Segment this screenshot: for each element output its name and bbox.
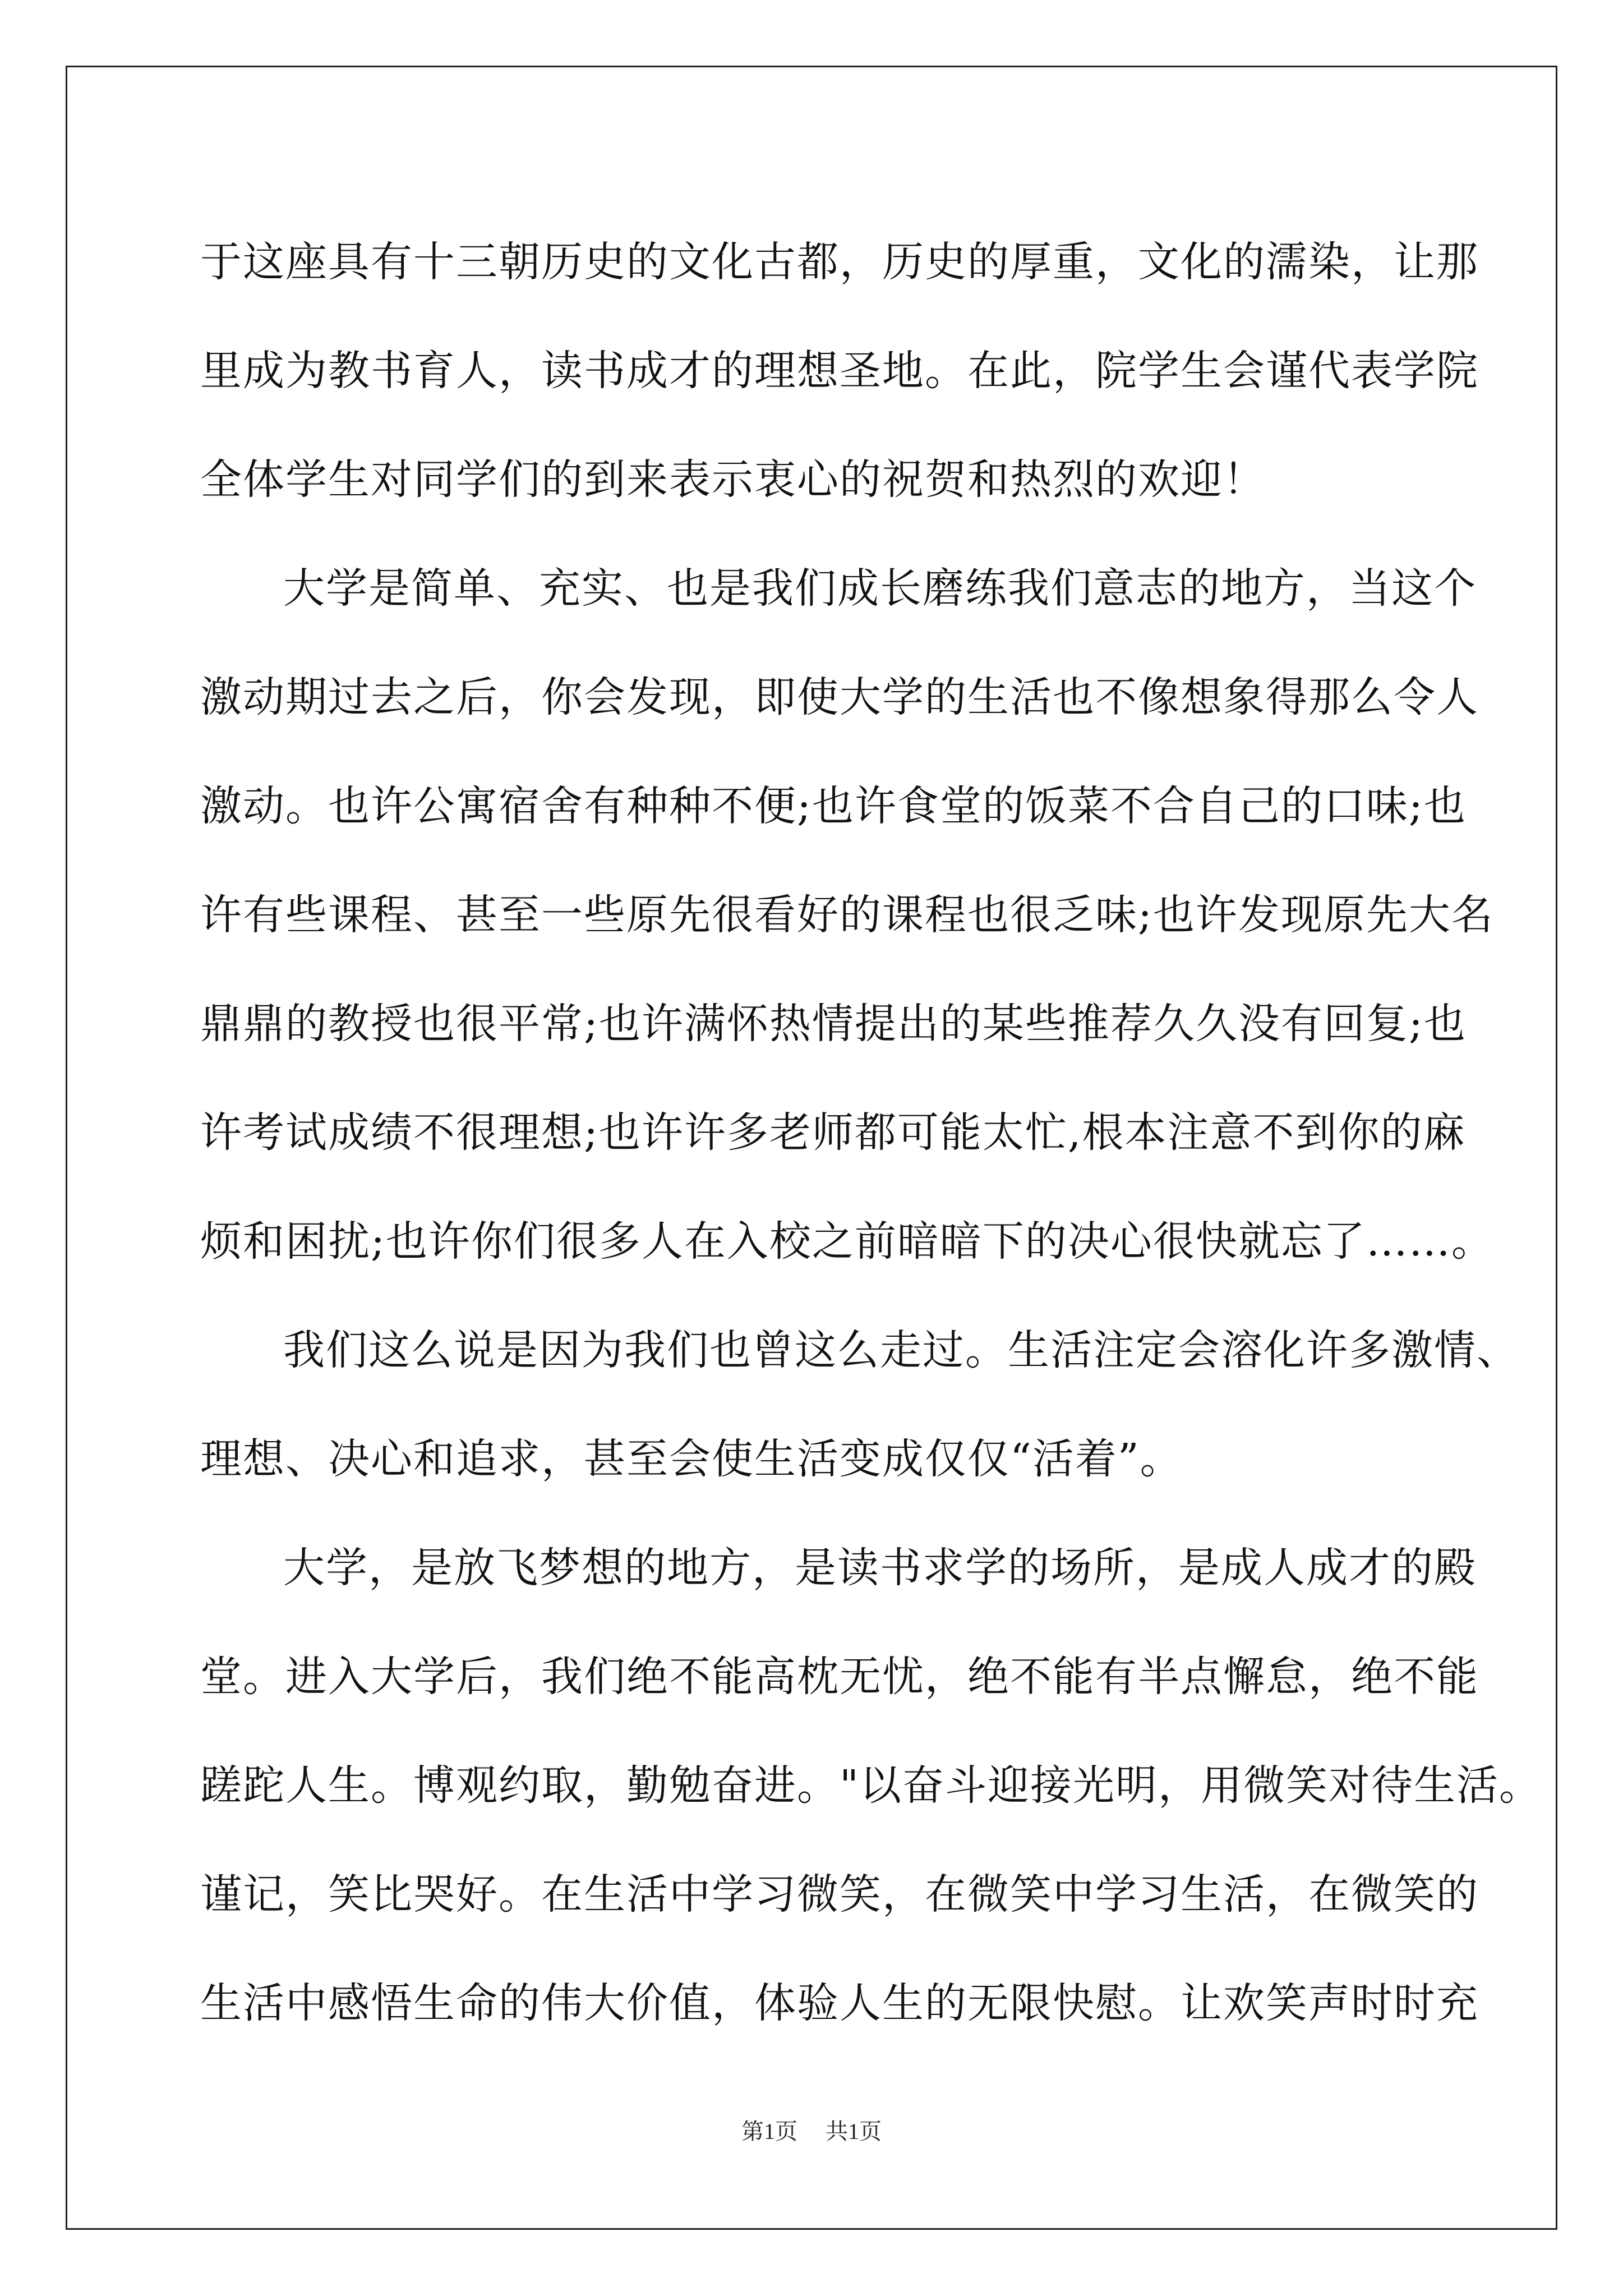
text-line: 堂。进入大学后，我们绝不能高枕无忧，绝不能有半点懈怠，绝不能 (200, 1653, 1479, 1701)
text-line: 于这座具有十三朝历史的文化古都，历史的厚重，文化的濡染，让那 (200, 238, 1479, 286)
text-line: 理想、决心和追求，甚至会使生活变成仅仅“活着”。 (200, 1435, 1183, 1483)
text-line: 蹉跎人生。博观约取，勤勉奋进。"以奋斗迎接光明，用微笑对待生活。 (200, 1761, 1542, 1810)
text-line: 里成为教书育人，读书成才的理想圣地。在此，院学生会谨代表学院 (200, 347, 1479, 395)
text-line: 许考试成绩不很理想;也许许多老师都可能太忙,根本注意不到你的麻 (200, 1108, 1466, 1157)
text-line: 烦和困扰;也许你们很多人在入校之前暗暗下的决心很快就忘了……。 (200, 1217, 1494, 1266)
text-line: 我们这么说是因为我们也曾这么走过。生活注定会溶化许多激情、 (283, 1326, 1519, 1374)
page-number: 第1页 (741, 2119, 797, 2144)
text-line: 生活中感悟生命的伟大价值，体验人生的无限快慰。让欢笑声时时充 (200, 1979, 1479, 2027)
page-total: 共1页 (826, 2119, 882, 2144)
text-line: 大学，是放飞梦想的地方，是读书求学的场所，是成人成才的殿 (283, 1544, 1477, 1592)
page-footer (0, 2115, 1623, 2148)
text-line: 激动。也许公寓宿舍有种种不便;也许食堂的饭菜不合自己的口味;也 (200, 782, 1467, 830)
text-line: 谨记，笑比哭好。在生活中学习微笑，在微笑中学习生活，在微笑的 (200, 1870, 1479, 1918)
text-line: 激动期过去之后，你会发现，即使大学的生活也不像想象得那么令人 (200, 673, 1479, 721)
text-line: 大学是简单、充实、也是我们成长磨练我们意志的地方，当这个 (283, 564, 1477, 613)
document-body (200, 208, 1542, 2058)
text-line: 许有些课程、甚至一些原先很看好的课程也很乏味;也许发现原先大名 (200, 891, 1494, 939)
text-line: 鼎鼎的教授也很平常;也许满怀热情提出的某些推荐久久没有回复;也 (200, 1000, 1467, 1048)
text-line: 全体学生对同学们的到来表示衷心的祝贺和热烈的欢迎！ (200, 455, 1266, 504)
